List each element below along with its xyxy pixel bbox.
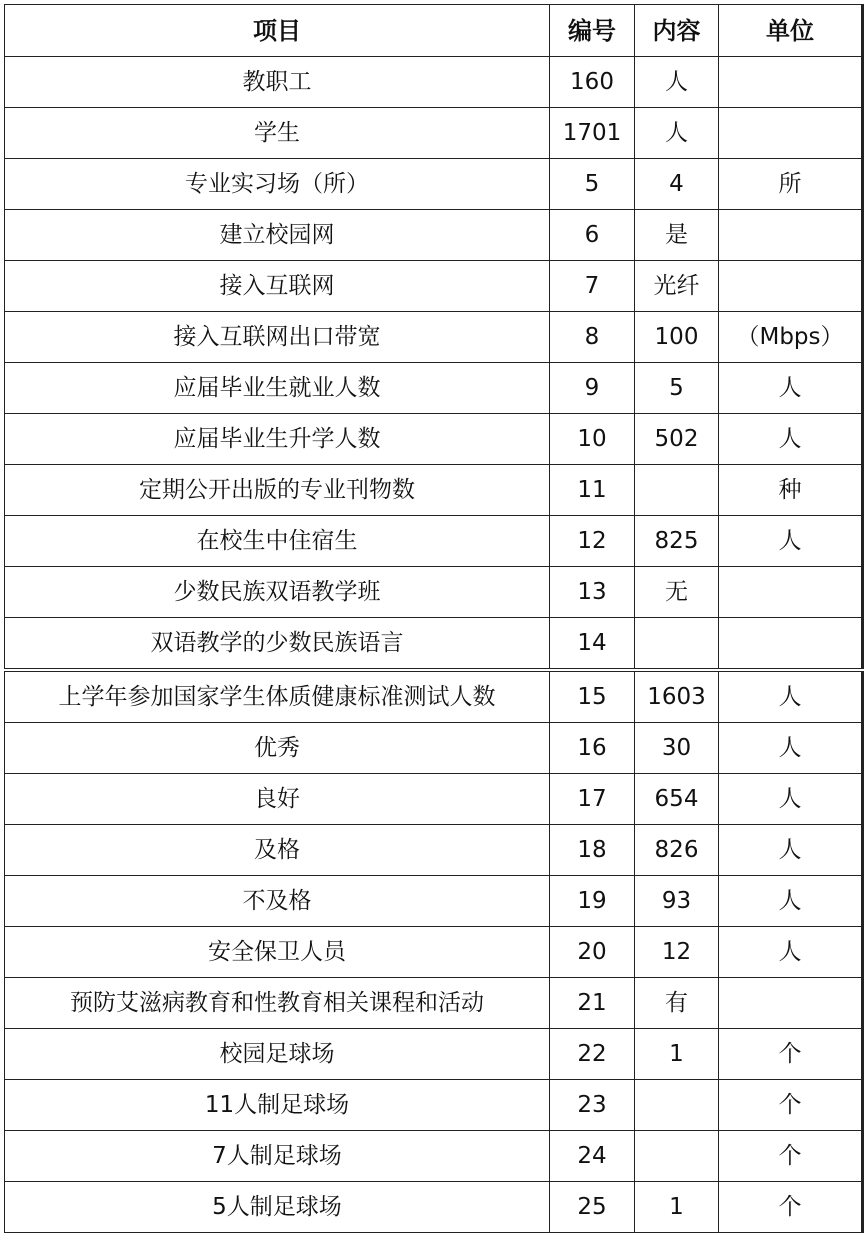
value-cell: 825 [635, 516, 719, 567]
item-cell: 应届毕业生就业人数 [5, 363, 550, 414]
value-cell: 30 [635, 723, 719, 774]
header-row [5, 5, 863, 57]
unit-cell: 所 [719, 159, 863, 210]
value-cell: 100 [635, 312, 719, 363]
item-cell: 在校生中住宿生 [5, 516, 550, 567]
value-cell: 有 [635, 978, 719, 1029]
value-cell: 是 [635, 210, 719, 261]
code-cell: 8 [550, 312, 635, 363]
value-cell: 4 [635, 159, 719, 210]
value-cell: 1603 [635, 670, 719, 723]
table-row [5, 825, 863, 876]
table-row [5, 1131, 863, 1182]
table-row [5, 210, 863, 261]
item-cell: 优秀 [5, 723, 550, 774]
header-value: 内容 [635, 5, 719, 57]
item-cell: 上学年参加国家学生体质健康标准测试人数 [5, 670, 550, 723]
value-cell: 654 [635, 774, 719, 825]
table-row [5, 978, 863, 1029]
value-cell: 1 [635, 1182, 719, 1233]
item-cell: 专业实习场（所） [5, 159, 550, 210]
code-cell: 160 [550, 57, 635, 108]
unit-cell: 人 [719, 927, 863, 978]
code-cell: 22 [550, 1029, 635, 1080]
unit-cell: 个 [719, 1182, 863, 1233]
table-row [5, 670, 863, 723]
code-cell: 21 [550, 978, 635, 1029]
value-cell: 人 [635, 57, 719, 108]
value-cell: 93 [635, 876, 719, 927]
unit-cell: 人 [719, 363, 863, 414]
code-cell: 19 [550, 876, 635, 927]
table-row [5, 363, 863, 414]
unit-cell: 种 [719, 465, 863, 516]
code-cell: 5 [550, 159, 635, 210]
table-row [5, 774, 863, 825]
unit-cell: 个 [719, 1080, 863, 1131]
item-cell: 应届毕业生升学人数 [5, 414, 550, 465]
value-cell [635, 465, 719, 516]
item-cell: 建立校园网 [5, 210, 550, 261]
code-cell: 11 [550, 465, 635, 516]
code-cell: 10 [550, 414, 635, 465]
unit-cell [719, 57, 863, 108]
unit-cell: 人 [719, 774, 863, 825]
code-cell: 7 [550, 261, 635, 312]
unit-cell: 人 [719, 876, 863, 927]
value-cell: 12 [635, 927, 719, 978]
item-cell: 安全保卫人员 [5, 927, 550, 978]
table-row [5, 312, 863, 363]
unit-cell: 人 [719, 825, 863, 876]
table-row [5, 1182, 863, 1233]
table-row [5, 516, 863, 567]
item-cell: 良好 [5, 774, 550, 825]
unit-cell [719, 618, 863, 671]
unit-cell [719, 261, 863, 312]
value-cell: 无 [635, 567, 719, 618]
code-cell: 1701 [550, 108, 635, 159]
header-code: 编号 [550, 5, 635, 57]
table-row [5, 414, 863, 465]
code-cell: 24 [550, 1131, 635, 1182]
value-cell: 人 [635, 108, 719, 159]
value-cell [635, 1131, 719, 1182]
item-cell: 接入互联网出口带宽 [5, 312, 550, 363]
item-cell: 双语教学的少数民族语言 [5, 618, 550, 671]
unit-cell [719, 978, 863, 1029]
value-cell [635, 618, 719, 671]
code-cell: 25 [550, 1182, 635, 1233]
item-cell: 学生 [5, 108, 550, 159]
unit-cell: 个 [719, 1131, 863, 1182]
header-item: 项目 [5, 5, 550, 57]
code-cell: 12 [550, 516, 635, 567]
table-row [5, 876, 863, 927]
statistics-table [4, 4, 864, 1233]
unit-cell: 个 [719, 1029, 863, 1080]
table-row [5, 261, 863, 312]
code-cell: 16 [550, 723, 635, 774]
code-cell: 23 [550, 1080, 635, 1131]
code-cell: 14 [550, 618, 635, 671]
code-cell: 20 [550, 927, 635, 978]
value-cell: 1 [635, 1029, 719, 1080]
item-cell: 校园足球场 [5, 1029, 550, 1080]
code-cell: 9 [550, 363, 635, 414]
item-cell: 少数民族双语教学班 [5, 567, 550, 618]
value-cell: 光纤 [635, 261, 719, 312]
table-row [5, 723, 863, 774]
unit-cell: （Mbps） [719, 312, 863, 363]
table-row [5, 567, 863, 618]
item-cell: 不及格 [5, 876, 550, 927]
unit-cell: 人 [719, 414, 863, 465]
value-cell: 5 [635, 363, 719, 414]
unit-cell: 人 [719, 516, 863, 567]
table-row [5, 159, 863, 210]
item-cell: 预防艾滋病教育和性教育相关课程和活动 [5, 978, 550, 1029]
item-cell: 定期公开出版的专业刊物数 [5, 465, 550, 516]
unit-cell [719, 210, 863, 261]
item-cell: 5人制足球场 [5, 1182, 550, 1233]
item-cell: 7人制足球场 [5, 1131, 550, 1182]
value-cell: 502 [635, 414, 719, 465]
table-row [5, 618, 863, 671]
table-row [5, 1029, 863, 1080]
table-row [5, 1080, 863, 1131]
table-body [5, 57, 863, 1233]
code-cell: 17 [550, 774, 635, 825]
code-cell: 18 [550, 825, 635, 876]
unit-cell: 人 [719, 723, 863, 774]
unit-cell [719, 108, 863, 159]
header-unit: 单位 [719, 5, 863, 57]
table-row [5, 465, 863, 516]
value-cell [635, 1080, 719, 1131]
item-cell: 及格 [5, 825, 550, 876]
code-cell: 6 [550, 210, 635, 261]
item-cell: 11人制足球场 [5, 1080, 550, 1131]
code-cell: 13 [550, 567, 635, 618]
unit-cell: 人 [719, 670, 863, 723]
table-row [5, 927, 863, 978]
item-cell: 接入互联网 [5, 261, 550, 312]
table-row [5, 57, 863, 108]
code-cell: 15 [550, 670, 635, 723]
unit-cell [719, 567, 863, 618]
item-cell: 教职工 [5, 57, 550, 108]
table-row [5, 108, 863, 159]
value-cell: 826 [635, 825, 719, 876]
